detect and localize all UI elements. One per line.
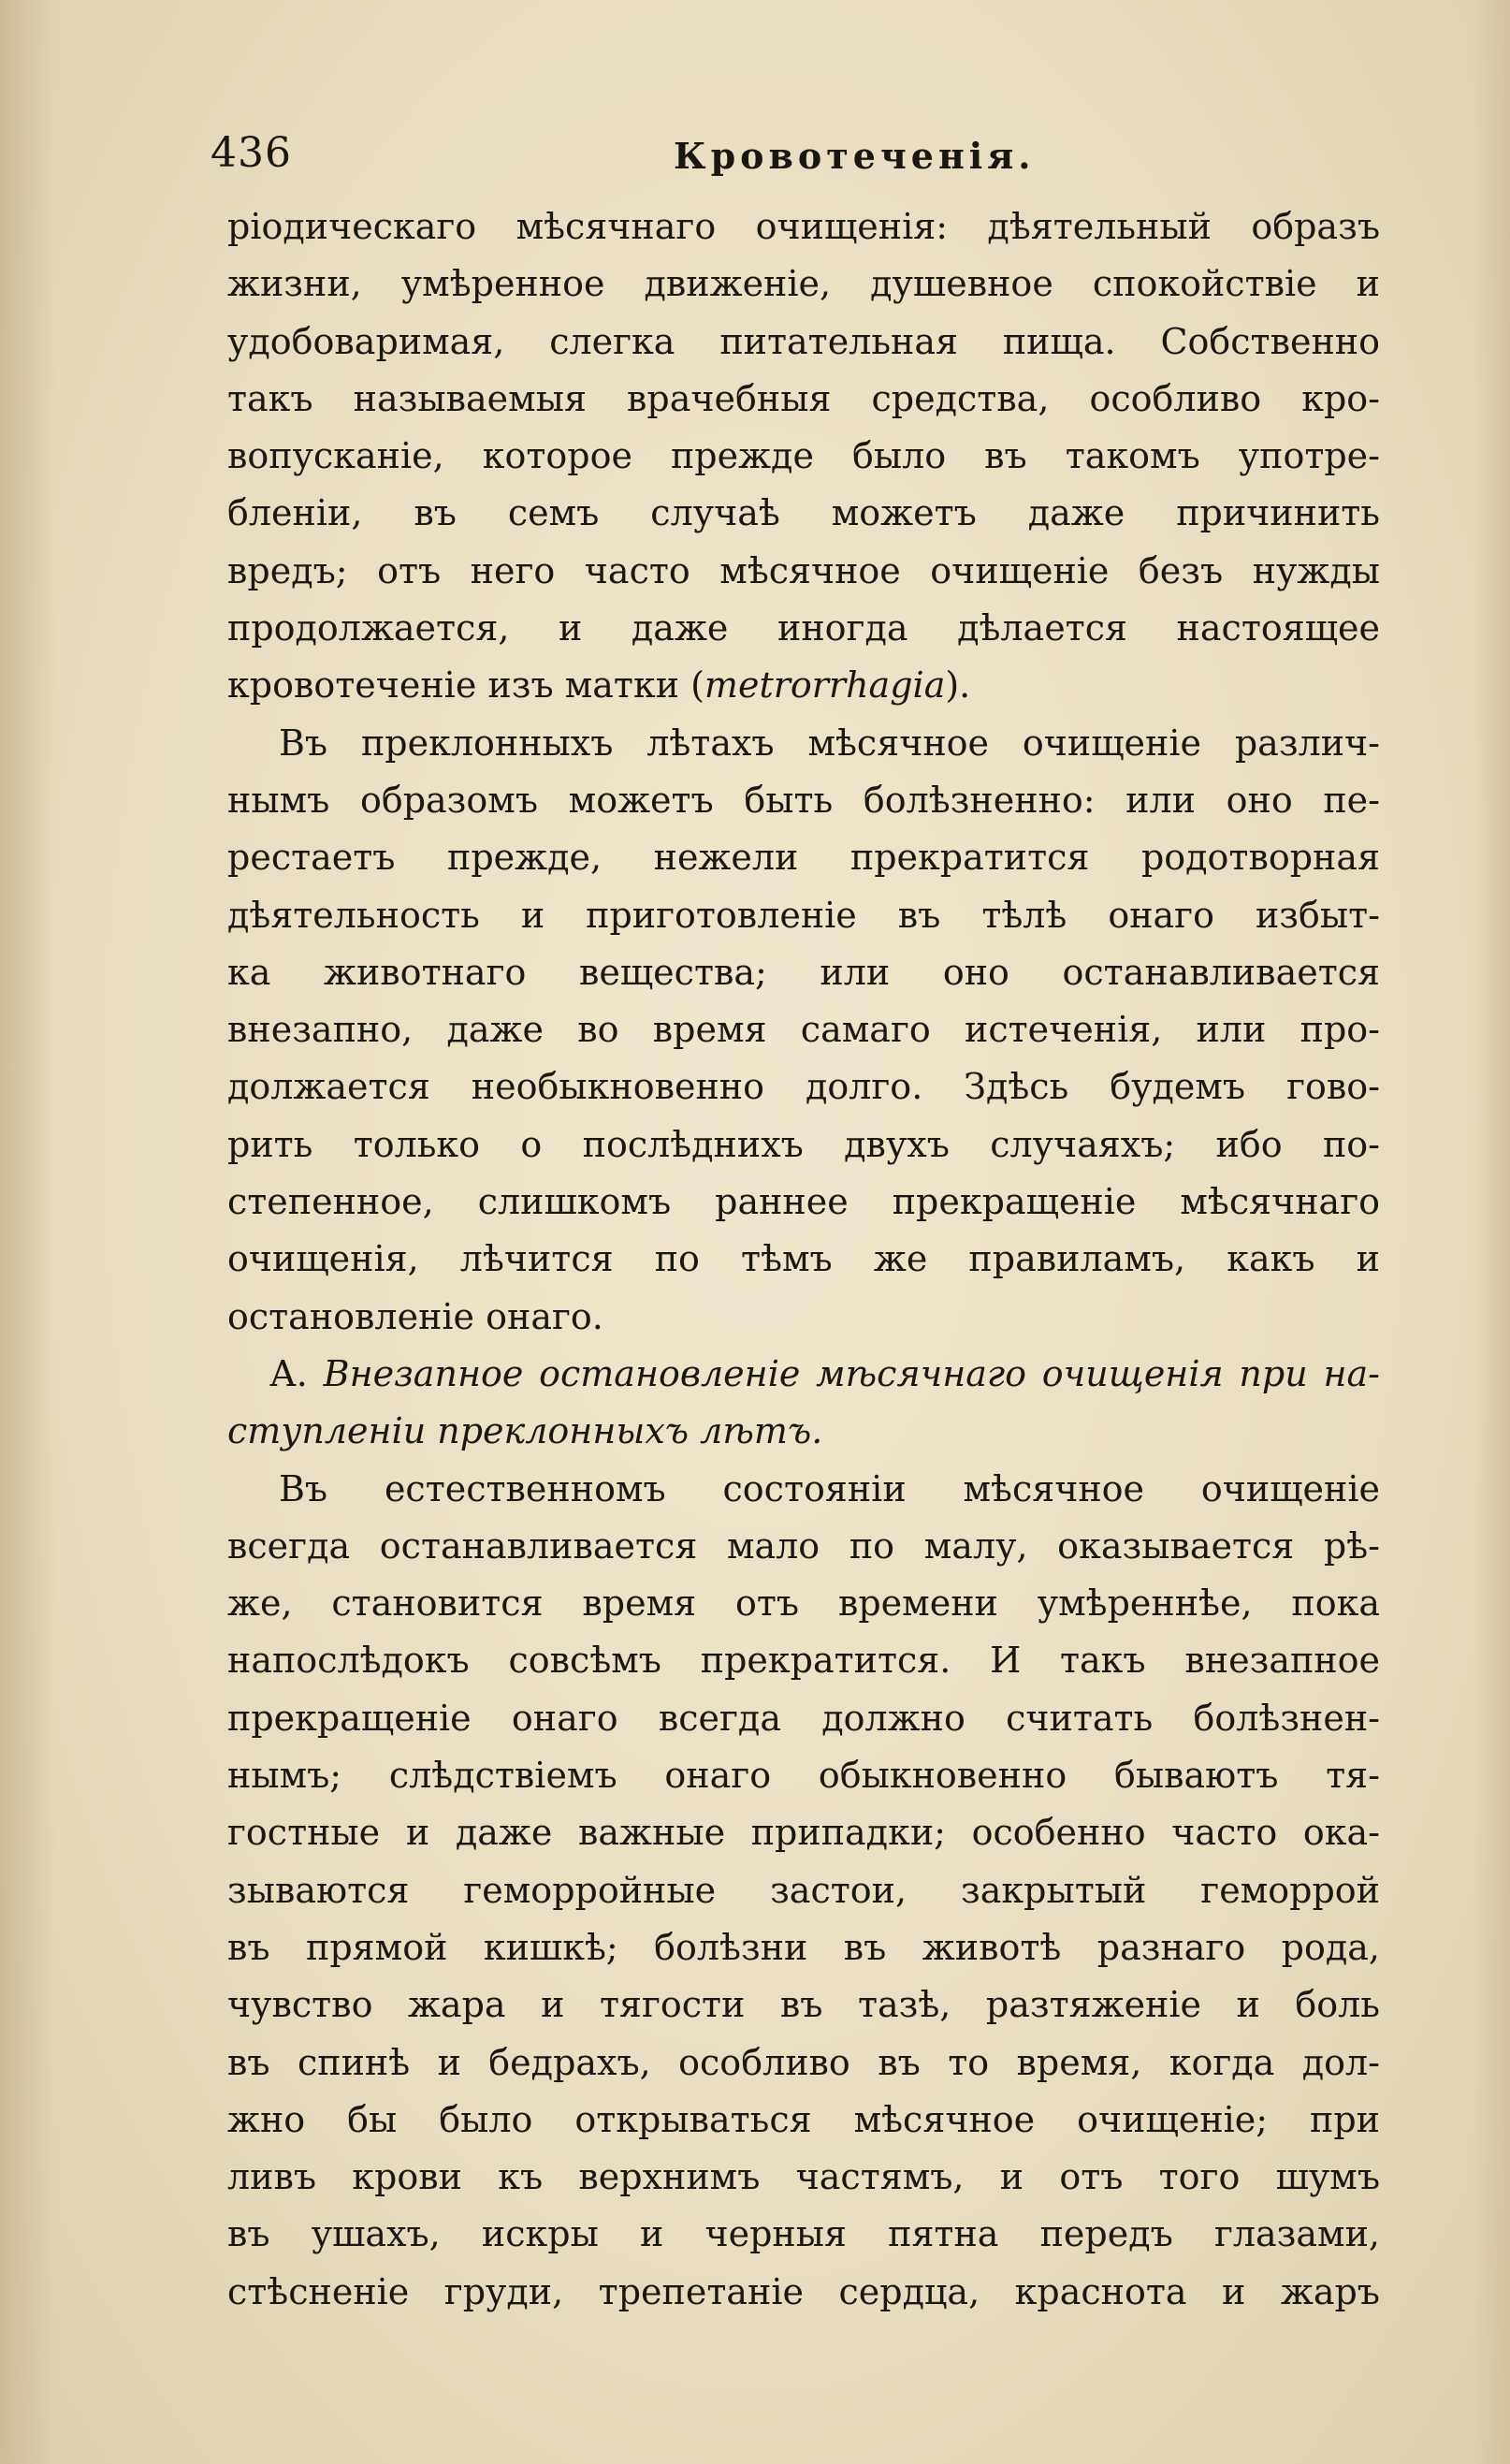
text-line: рить только о послѣднихъ двухъ случаяхъ; ибо по- xyxy=(227,1123,1380,1165)
text-line: чувство жара и тягости въ тазѣ, разтяженіе и боль xyxy=(227,1984,1380,2026)
text-line: вопусканіе, которое прежде было въ такомъ употре- xyxy=(227,435,1380,477)
section-heading-line xyxy=(227,1346,1380,1403)
text-line-latin-term xyxy=(227,657,1380,714)
text-line: рестаетъ прежде, нежели прекратится родотворная xyxy=(227,837,1380,879)
text-line: степенное, слишкомъ раннее прекращеніе мѣсячнаго xyxy=(227,1181,1380,1223)
text-line: же, становится время отъ времени умѣреннѣе, пока xyxy=(227,1582,1380,1625)
text-line: такъ называемыя врачебныя средства, особливо кро- xyxy=(227,377,1380,419)
text-line: ріодическаго мѣсячнаго очищенія: дѣятельный образъ xyxy=(227,206,1380,247)
section-letter: А. xyxy=(269,1352,324,1394)
text-segment: ). xyxy=(945,664,971,707)
text-line: жно бы было открываться мѣсячное очищеніе; при xyxy=(227,2098,1380,2140)
text-line: нымъ образомъ можетъ быть болѣзненно: или оно пе- xyxy=(227,779,1380,821)
page-header xyxy=(211,129,1380,195)
text-line: внезапно, даже во время самаго истеченія, или про- xyxy=(227,1009,1380,1051)
text-line: должается необыкновенно долго. Здѣсь будемъ гово- xyxy=(227,1066,1380,1108)
text-line: въ спинѣ и бедрахъ, особливо въ то время, когда дол- xyxy=(227,2041,1380,2083)
text-line: продолжается, и даже иногда дѣлается настоящее xyxy=(227,607,1380,649)
text-line: напослѣдокъ совсѣмъ прекратится. И такъ внезапное xyxy=(227,1640,1380,1682)
text-line: очищенія, лѣчится по тѣмъ же правиламъ, какъ и xyxy=(227,1238,1380,1280)
text-line: стѣсненіе груди, трепетаніе сердца, краснота и жаръ xyxy=(227,2270,1380,2312)
text-segment: кровотеченіе изъ матки ( xyxy=(227,664,704,707)
text-line: всегда останавливается мало по малу, оказывается рѣ- xyxy=(227,1524,1380,1567)
text-line: ливъ крови къ верхнимъ частямъ, и отъ того шумъ xyxy=(227,2156,1380,2198)
text-line: зываются геморройные застои, закрытый геморрой xyxy=(227,1869,1380,1911)
text-line: удобоваримая, слегка питательная пища. Собственно xyxy=(227,320,1380,362)
text-line: въ прямой кишкѣ; болѣзни въ животѣ разнаго рода, xyxy=(227,1926,1380,1968)
text-line: прекращеніе онаго всегда должно считать болѣзнен- xyxy=(227,1697,1380,1739)
running-title: Кровотеченія. xyxy=(674,135,1036,177)
text-line: жизни, умѣренное движеніе, душевное спокойствіе и xyxy=(227,263,1380,305)
page-edge-shadow-left xyxy=(0,0,56,2464)
section-heading-continuation: ступленіи преклонныхъ лѣтъ. xyxy=(227,1410,823,1452)
paragraph-start-line: Въ преклонныхъ лѣтахъ мѣсячное очищеніе различ- xyxy=(279,722,1380,764)
text-line: вредъ; отъ него часто мѣсячное очищеніе безъ нужды xyxy=(227,549,1380,591)
text-line: гостные и даже важные припадки; особенно часто ока- xyxy=(227,1812,1380,1854)
page-edge-shadow-right xyxy=(1473,0,1510,2464)
text-line: въ ушахъ, искры и черныя пятна передъ глазами, xyxy=(227,2213,1380,2255)
text-line: нымъ; слѣдствіемъ онаго обыкновенно бываютъ тя- xyxy=(227,1755,1380,1797)
text-line: бленіи, въ семъ случаѣ можетъ даже причинить xyxy=(227,492,1380,534)
text-line: дѣятельность и приготовленіе въ тѣлѣ онаго избыт- xyxy=(227,894,1380,936)
paragraph-start-line: Въ естественномъ состояніи мѣсячное очищеніе xyxy=(279,1467,1380,1509)
body-text xyxy=(227,198,1380,2321)
latin-term: metrorrhagia xyxy=(704,664,946,707)
text-line: остановленіе онаго. xyxy=(227,1295,603,1337)
section-heading: Внезапное остановленіе мѣсячнаго очищенія при на- xyxy=(323,1352,1380,1394)
page-number: 436 xyxy=(211,129,292,177)
text-line: ка животнаго вещества; или оно останавливается xyxy=(227,951,1380,993)
